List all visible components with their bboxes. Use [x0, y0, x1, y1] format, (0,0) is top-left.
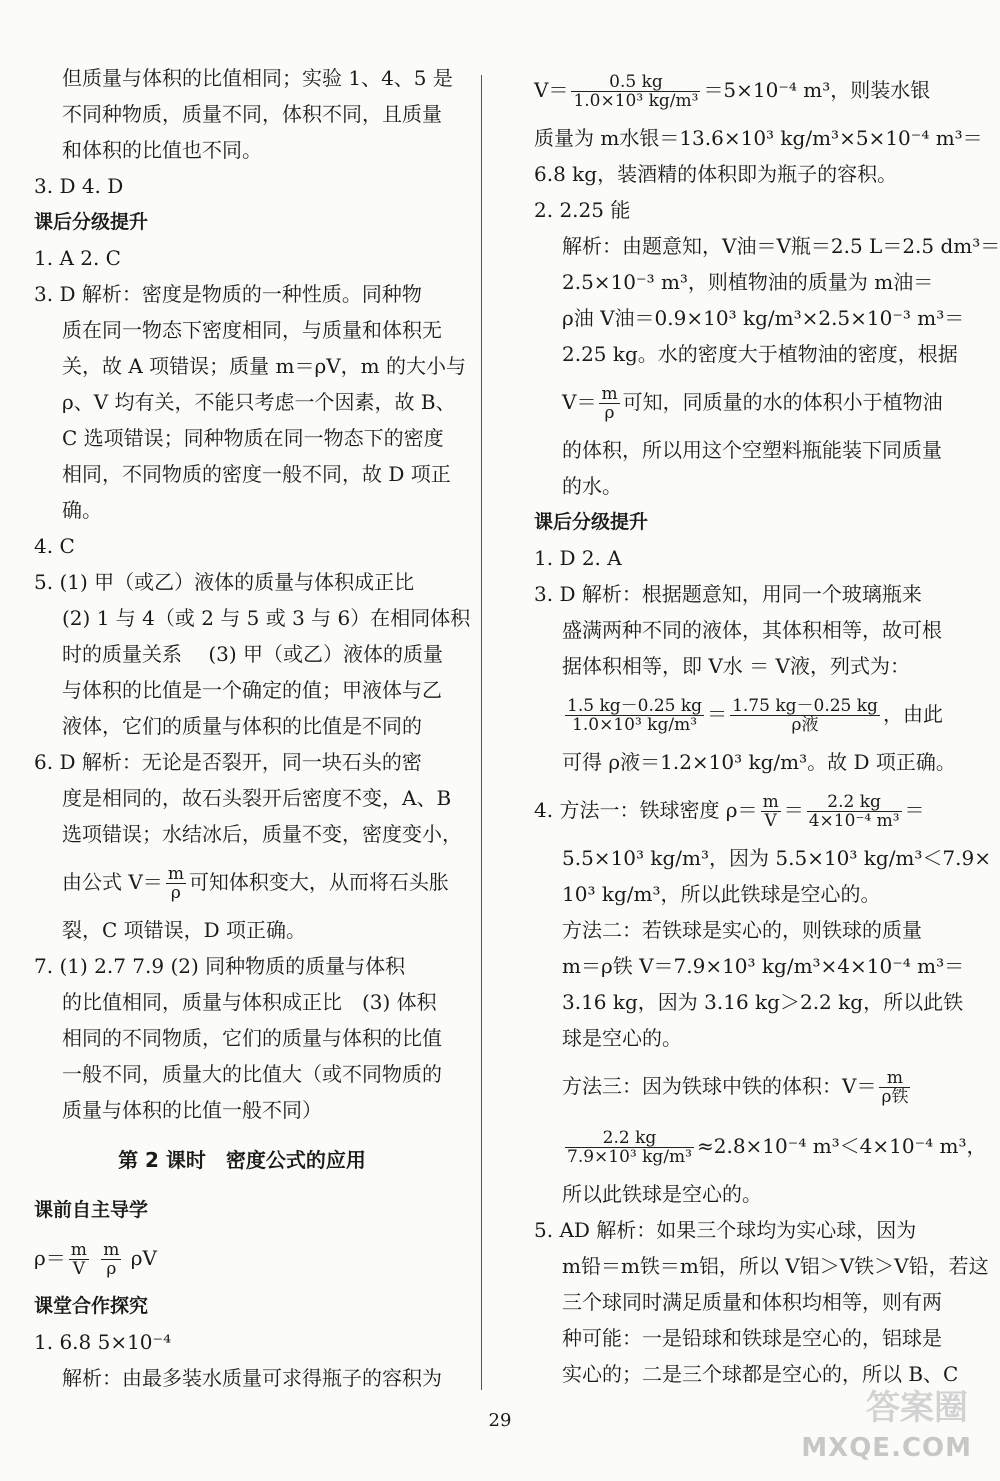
text-line: 不同种物质，质量不同，体积不同，且质量	[62, 102, 442, 126]
text-line: 实心的；二是三个球都是空心的，所以 B、C	[562, 1362, 959, 1386]
text-line: ρ油 V油＝0.9×10³ kg/m³×2.5×10⁻³ m³＝	[562, 306, 965, 330]
fraction-numerator: m	[167, 864, 184, 884]
watermark-url: MXQE.COM	[801, 1433, 972, 1463]
text-line: 与体积的比值是一个确定的值；甲液体与乙	[62, 678, 442, 702]
text-line: C 选项错误；同种物质在同一物态下的密度	[62, 426, 444, 450]
fraction-numerator: 2.2 kg	[807, 793, 902, 812]
fraction-denominator: ρ	[170, 883, 181, 903]
fraction-numerator: 0.5 kg	[571, 73, 700, 92]
formula-line	[34, 1228, 450, 1288]
fraction-denominator: V	[764, 811, 777, 831]
fraction	[571, 73, 700, 110]
formula-line	[534, 684, 943, 744]
text-line: 2.25 kg。水的密度大于植物油的密度，根据	[562, 342, 958, 366]
text-line: 的水。	[562, 474, 622, 498]
fraction-numerator: m	[879, 1069, 910, 1088]
text-span: ρV	[130, 1246, 157, 1270]
formula-line	[534, 780, 925, 840]
right-column	[534, 60, 1000, 1392]
text-line: 关，故 A 项错误；质量 m＝ρV，m 的大小与	[62, 354, 467, 378]
formula-line	[534, 60, 931, 120]
formula-line	[534, 1116, 987, 1176]
answer-line: 7. (1) 2.7 7.9 (2) 同种物质的质量与体积	[34, 954, 406, 978]
answer-line: 3. D 解析：密度是物质的一种性质。同种物	[34, 282, 422, 306]
text-line: 液体，它们的质量与体积的比值是不同的	[62, 714, 422, 738]
text-line: 解析：由最多装水质量可求得瓶子的容积为	[62, 1366, 442, 1390]
fraction-numerator: m	[601, 384, 618, 404]
text-line: m＝ρ铁 V＝7.9×10³ kg/m³×4×10⁻⁴ m³＝	[562, 954, 965, 978]
formula-line	[534, 1056, 914, 1116]
formula-line	[34, 852, 450, 912]
text-span: ＝5×10⁻⁴ m³，则装水银	[703, 78, 931, 102]
fraction-numerator: 1.5 kg－0.25 kg	[567, 696, 703, 716]
text-line: 但质量与体积的比值相同；实验 1、4、5 是	[62, 66, 453, 90]
formula-line	[534, 372, 943, 432]
text-span: 方法三：因为铁球中铁的体积：V＝	[562, 1074, 877, 1098]
text-line: 可得 ρ液＝1.2×10³ kg/m³。故 D 项正确。	[562, 750, 956, 774]
left-column	[34, 60, 471, 1396]
text-line: 盛满两种不同的液体，其体积相等，故可根	[562, 618, 942, 642]
answer-line: 6. D 解析：无论是否裂开，同一块石头的密	[34, 750, 422, 774]
fraction-denominator: V	[72, 1259, 85, 1279]
text-line: 10³ kg/m³，所以此铁球是空心的。	[562, 882, 881, 906]
fraction-denominator: 1.0×10³ kg/m³	[573, 91, 699, 111]
section-heading: 课堂合作探究	[34, 1295, 149, 1317]
column-divider	[481, 75, 482, 1390]
text-line: 所以此铁球是空心的。	[562, 1182, 762, 1206]
text-line: 解析：由题意知，V油＝V瓶＝2.5 L＝2.5 dm³＝	[562, 234, 1000, 258]
fraction-denominator: ρ铁	[881, 1087, 909, 1107]
text-line: 和体积的比值也不同。	[62, 138, 262, 162]
text-span: ≈2.8×10⁻⁴ m³＜4×10⁻⁴ m³，	[696, 1134, 987, 1158]
section-heading: 课前自主导学	[34, 1199, 149, 1221]
answer-line: 3. D 解析：根据题意知，用同一个玻璃瓶来	[534, 582, 922, 606]
fraction	[807, 793, 902, 830]
fraction	[101, 1241, 121, 1278]
fraction-denominator: 4×10⁻⁴ m³	[808, 811, 900, 831]
text-line: m铅＝m铁＝m铝，所以 V铝＞V铁＞V铅，若这	[562, 1254, 989, 1278]
text-line: 相同，不同物质的密度一般不同，故 D 项正	[62, 462, 451, 486]
text-span: V＝	[562, 390, 597, 414]
lesson-title: 第 2 课时 密度公式的应用	[118, 1148, 366, 1172]
text-line: 质量为 m水银＝13.6×10³ kg/m³×5×10⁻⁴ m³＝	[534, 126, 983, 150]
answer-line: 5. AD 解析：如果三个球均为实心球，因为	[534, 1218, 917, 1242]
text-line: 确。	[62, 498, 102, 522]
text-line: 6.8 kg，装酒精的体积即为瓶子的容积。	[534, 162, 898, 186]
fraction	[69, 1241, 89, 1278]
text-line: 3.16 kg，因为 3.16 kg＞2.2 kg，所以此铁	[562, 990, 964, 1014]
text-line: 质量与体积的比值一般不同）	[62, 1098, 322, 1122]
text-line: 选项错误；水结冰后，质量不变，密度变小，	[62, 822, 462, 846]
text-line: 时的质量关系 (3) 甲（或乙）液体的质量	[62, 642, 444, 666]
fraction	[730, 697, 880, 734]
text-line: 质在同一物态下密度相同，与质量和体积无	[62, 318, 442, 342]
text-span: 可知，同质量的水的体积小于植物油	[622, 390, 943, 414]
fraction-denominator: 7.9×10³ kg/m³	[567, 1147, 692, 1167]
text-line: 的比值相同，质量与体积成正比 (3) 体积	[62, 990, 437, 1014]
text-span: ＝	[783, 798, 804, 822]
answer-line: 1. D 2. A	[534, 546, 622, 570]
watermark-logo	[798, 1388, 988, 1473]
fraction-numerator: 1.75 kg－0.25 kg	[732, 696, 878, 716]
fraction-numerator: m	[762, 792, 779, 812]
fraction	[565, 1129, 694, 1166]
fraction	[599, 385, 619, 422]
fraction	[879, 1069, 910, 1106]
text-span: V＝	[534, 78, 569, 102]
text-line: 2.5×10⁻³ m³，则植物油的质量为 m油＝	[562, 270, 934, 294]
text-line: 方法二：若铁球是实心的，则铁球的质量	[562, 918, 922, 942]
fraction	[761, 793, 781, 830]
text-line: 种可能：一是铅球和铁球是空心的，铝球是	[562, 1326, 942, 1350]
text-line: 三个球同时满足质量和体积均相等，则有两	[562, 1290, 942, 1314]
answer-line: 1. A 2. C	[34, 246, 121, 270]
fraction	[565, 697, 704, 734]
page-number: 29	[488, 1410, 512, 1431]
fraction-numerator: m	[103, 1240, 120, 1260]
text-span: ，由此	[882, 702, 943, 726]
fraction-denominator: ρ	[106, 1259, 117, 1279]
text-span: ＝	[904, 798, 925, 822]
section-heading: 课后分级提升	[34, 211, 149, 233]
fraction-denominator: ρ液	[791, 715, 819, 735]
fraction-numerator: m	[70, 1240, 87, 1260]
fraction-denominator: 1.0×10³ kg/m³	[572, 715, 698, 735]
text-line: 的体积，所以用这个空塑料瓶能装下同质量	[562, 438, 942, 462]
watermark-text: 答案圈	[866, 1388, 968, 1428]
text-line: 裂，C 项错误，D 项正确。	[62, 918, 307, 942]
text-span: 4. 方法一：铁球密度 ρ＝	[534, 798, 758, 822]
answer-line: 4. C	[34, 534, 75, 558]
text-line: 一般不同，质量大的比值大（或不同物质的	[62, 1062, 442, 1086]
section-heading: 课后分级提升	[534, 511, 649, 533]
text-line: 相同的不同物质，它们的质量与体积的比值	[62, 1026, 442, 1050]
fraction	[166, 865, 186, 902]
text-line: (2) 1 与 4（或 2 与 5 或 3 与 6）在相同体积	[62, 606, 471, 630]
fraction-denominator: ρ	[604, 403, 615, 423]
text-span: ＝	[707, 702, 728, 726]
text-line: 5.5×10³ kg/m³，因为 5.5×10³ kg/m³＜7.9×	[562, 846, 991, 870]
text-line: 度是相同的，故石头裂开后密度不变，A、B	[62, 786, 452, 810]
answer-line: 5. (1) 甲（或乙）液体的质量与体积成正比	[34, 570, 415, 594]
text-line: 球是空心的。	[562, 1026, 682, 1050]
answer-line: 3. D 4. D	[34, 174, 124, 198]
answer-line: 2. 2.25 能	[534, 198, 631, 222]
fraction-numerator: 2.2 kg	[565, 1129, 694, 1148]
text-span: ρ＝	[34, 1246, 66, 1270]
text-span: 可知体积变大，从而将石头胀	[188, 870, 449, 894]
text-line: ρ、V 均有关，不能只考虑一个因素，故 B、	[62, 390, 456, 414]
answer-line: 1. 6.8 5×10⁻⁴	[34, 1330, 172, 1354]
text-span: 由公式 V＝	[62, 870, 163, 894]
text-line: 据体积相等，即 V水 ＝ V液，列式为：	[562, 654, 910, 678]
